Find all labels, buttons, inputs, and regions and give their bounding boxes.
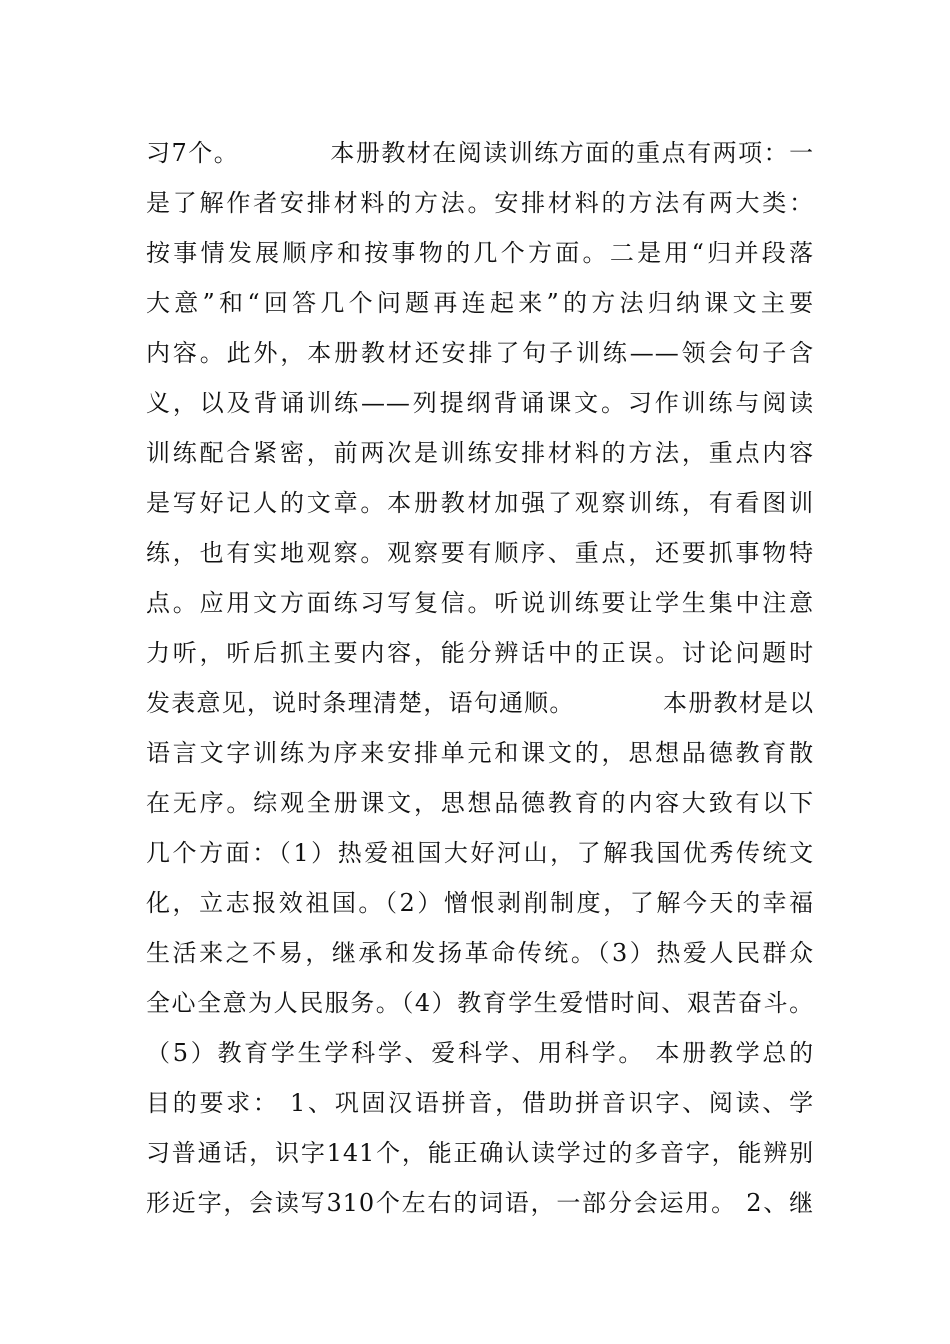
text-line: 义，以及背诵训练——列提纲背诵课文。习作训练与阅读 [146, 389, 814, 417]
text-line: 大意”和“回答几个问题再连起来”的方法归纳课文主要 [146, 289, 814, 317]
text-line: 训练配合紧密，前两次是训练安排材料的方法，重点内容 [146, 439, 814, 467]
text-line: 发表意见，说时条理清楚，语句通顺。 本册教材是以 [146, 689, 814, 717]
text-line: 力听，听后抓主要内容，能分辨话中的正误。讨论问题时 [146, 639, 814, 667]
text-line: 按事情发展顺序和按事物的几个方面。二是用“归并段落 [146, 239, 814, 267]
text-line: 内容。此外，本册教材还安排了句子训练——领会句子含 [146, 339, 814, 367]
body-text [146, 128, 814, 1228]
text-line: 形近字，会读写310个左右的词语，一部分会运用。 2、继 [146, 1189, 814, 1217]
text-line: 习7个。 本册教材在阅读训练方面的重点有两项：一 [146, 139, 814, 167]
text-line: 几个方面：（1）热爱祖国大好河山，了解我国优秀传统文 [146, 839, 814, 867]
text-line: 点。应用文方面练习写复信。听说训练要让学生集中注意 [146, 589, 814, 617]
text-line: 是了解作者安排材料的方法。安排材料的方法有两大类： [146, 189, 814, 217]
text-line: （5）教育学生学科学、爱科学、用科学。 本册教学总的 [146, 1039, 814, 1067]
text-line: 化，立志报效祖国。（2）憎恨剥削制度，了解今天的幸福 [146, 889, 814, 917]
text-line: 语言文字训练为序来安排单元和课文的，思想品德教育散 [146, 739, 814, 767]
text-line: 是写好记人的文章。本册教材加强了观察训练，有看图训 [146, 489, 814, 517]
text-line: 全心全意为人民服务。（4）教育学生爱惜时间、艰苦奋斗。 [146, 989, 814, 1017]
text-line: 目的要求： 1、巩固汉语拼音，借助拼音识字、阅读、学 [146, 1089, 814, 1117]
text-line: 练，也有实地观察。观察要有顺序、重点，还要抓事物特 [146, 539, 814, 567]
text-line: 生活来之不易，继承和发扬革命传统。（3）热爱人民群众 [146, 939, 814, 967]
text-line: 习普通话，识字141个，能正确认读学过的多音字，能辨别 [146, 1139, 814, 1167]
text-line: 在无序。综观全册课文，思想品德教育的内容大致有以下 [146, 789, 814, 817]
